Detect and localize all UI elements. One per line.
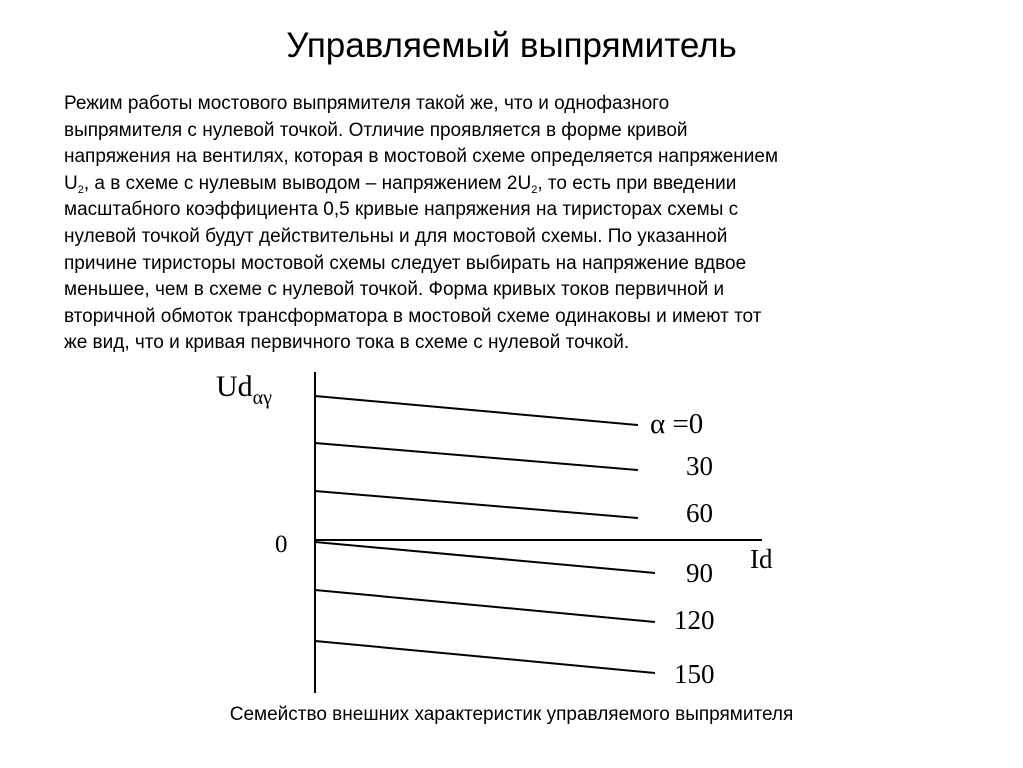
curve-label-150: 150 [674,659,715,689]
curve-label-alpha-0: α =0 [650,408,704,440]
y-axis-label: $Ud_{\alpha\gamma}$ [216,370,272,409]
x-axis-label: Id [750,544,773,574]
u-symbol: U [64,172,78,194]
curve-alpha-90 [315,542,655,573]
curve-alpha-150 [315,641,655,673]
slide-title: Управляемый выпрямитель [286,26,737,65]
paragraph-text: , а в схеме с нулевым выводом – напряжением 2U [83,172,532,194]
curve-label-30: 30 [686,451,713,481]
paragraph-line: же вид, что и кривая первичного тока в схеме с нулевой точкой. [64,332,630,354]
curve-alpha-60 [315,491,638,518]
paragraph-text: , то есть при введении [537,172,737,194]
figure-caption: Семейство внешних характеристик управляемого выпрямителя [229,704,794,725]
origin-label: 0 [275,531,288,558]
curve-alpha-0 [315,396,638,425]
paragraph-line: напряжения на вентилях, которая в мостовой схеме определяется напряжением [64,146,779,168]
curve-label-120: 120 [674,605,715,635]
paragraph-line: Режим работы мостового выпрямителя такой же, что и однофазного [64,93,670,114]
paragraph-line: меньшее, чем в схеме с нулевой точкой. Форма кривых токов первичной и [64,279,725,301]
paragraph-line: масштабного коэффициента 0,5 кривые напряжения на тиристорах схемы с [64,199,739,221]
curve-label-60: 60 [686,498,713,528]
paragraph-line: выпрямителя с нулевой точкой. Отличие проявляется в форме кривой [64,119,688,141]
paragraph-line: вторичной обмоток трансформатора в мостовой схеме одинаковы и имеют тот [64,305,762,327]
subscript: 2 [531,183,538,196]
paragraph-line: причине тиристоры мостовой схемы следует выбирать на напряжение вдвое [64,252,747,274]
curve-alpha-30 [315,443,638,470]
subscript: 2 [77,183,84,196]
curve-alpha-120 [315,590,655,622]
paragraph-line: нулевой точкой будут действительны и для мостовой схемы. По указанной [64,225,728,247]
curve-label-90: 90 [686,558,713,588]
